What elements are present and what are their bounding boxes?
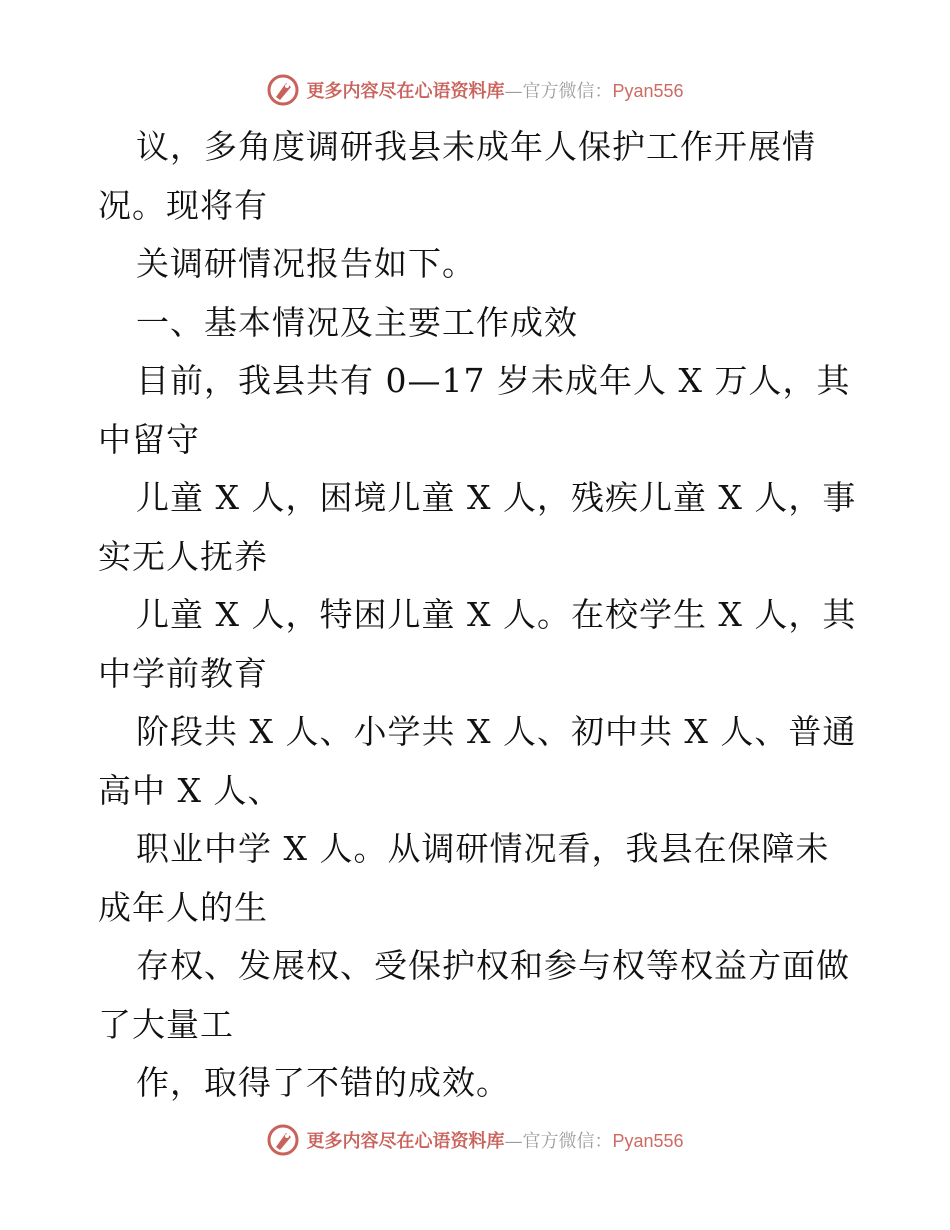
watermark-dash: — bbox=[504, 1131, 523, 1152]
body-line: 了大量工 bbox=[98, 1004, 234, 1044]
pen-nib-logo-icon bbox=[266, 1123, 300, 1157]
body-line: 成年人的生 bbox=[98, 887, 268, 927]
body-line: 存权、发展权、受保护权和参与权等权益方面做 bbox=[136, 946, 850, 985]
body-line: 儿童 X 人，特困儿童 X 人。在校学生 X 人，其 bbox=[136, 595, 857, 634]
document-body bbox=[98, 118, 858, 1113]
footer-watermark bbox=[0, 1120, 950, 1160]
pen-nib-logo-icon bbox=[266, 73, 300, 107]
body-line: 高中 X 人、 bbox=[98, 770, 282, 810]
body-line: 况。现将有 bbox=[98, 185, 268, 225]
body-line: 实无人抚养 bbox=[98, 536, 268, 576]
body-line: 中留守 bbox=[98, 419, 200, 459]
body-line: 儿童 X 人，困境儿童 X 人，残疾儿童 X 人，事 bbox=[136, 478, 857, 517]
header-watermark bbox=[0, 70, 950, 110]
watermark-wechat-label: 官方微信： bbox=[522, 1131, 613, 1152]
watermark-handle: Pyan556 bbox=[612, 1131, 684, 1151]
watermark-text bbox=[306, 77, 683, 103]
watermark-wechat-label: 官方微信： bbox=[522, 81, 613, 102]
body-line: 关调研情况报告如下。 bbox=[136, 244, 476, 283]
body-line: 目前，我县共有 0—17 岁未成年人 X 万人，其 bbox=[136, 361, 851, 400]
watermark-name: 更多内容尽在心语资料库 bbox=[306, 81, 505, 102]
section-heading: 一、基本情况及主要工作成效 bbox=[136, 302, 578, 342]
watermark-handle: Pyan556 bbox=[612, 81, 684, 101]
body-line: 议，多角度调研我县未成年人保护工作开展情 bbox=[136, 127, 816, 166]
body-line: 职业中学 X 人。从调研情况看，我县在保障未 bbox=[136, 829, 830, 868]
watermark-name: 更多内容尽在心语资料库 bbox=[306, 1131, 505, 1152]
body-line: 阶段共 X 人、小学共 X 人、初中共 X 人、普通 bbox=[136, 712, 857, 751]
body-line: 作，取得了不错的成效。 bbox=[136, 1063, 510, 1102]
body-line: 中学前教育 bbox=[98, 653, 268, 693]
watermark-text bbox=[306, 1127, 683, 1153]
watermark-dash: — bbox=[504, 81, 523, 102]
